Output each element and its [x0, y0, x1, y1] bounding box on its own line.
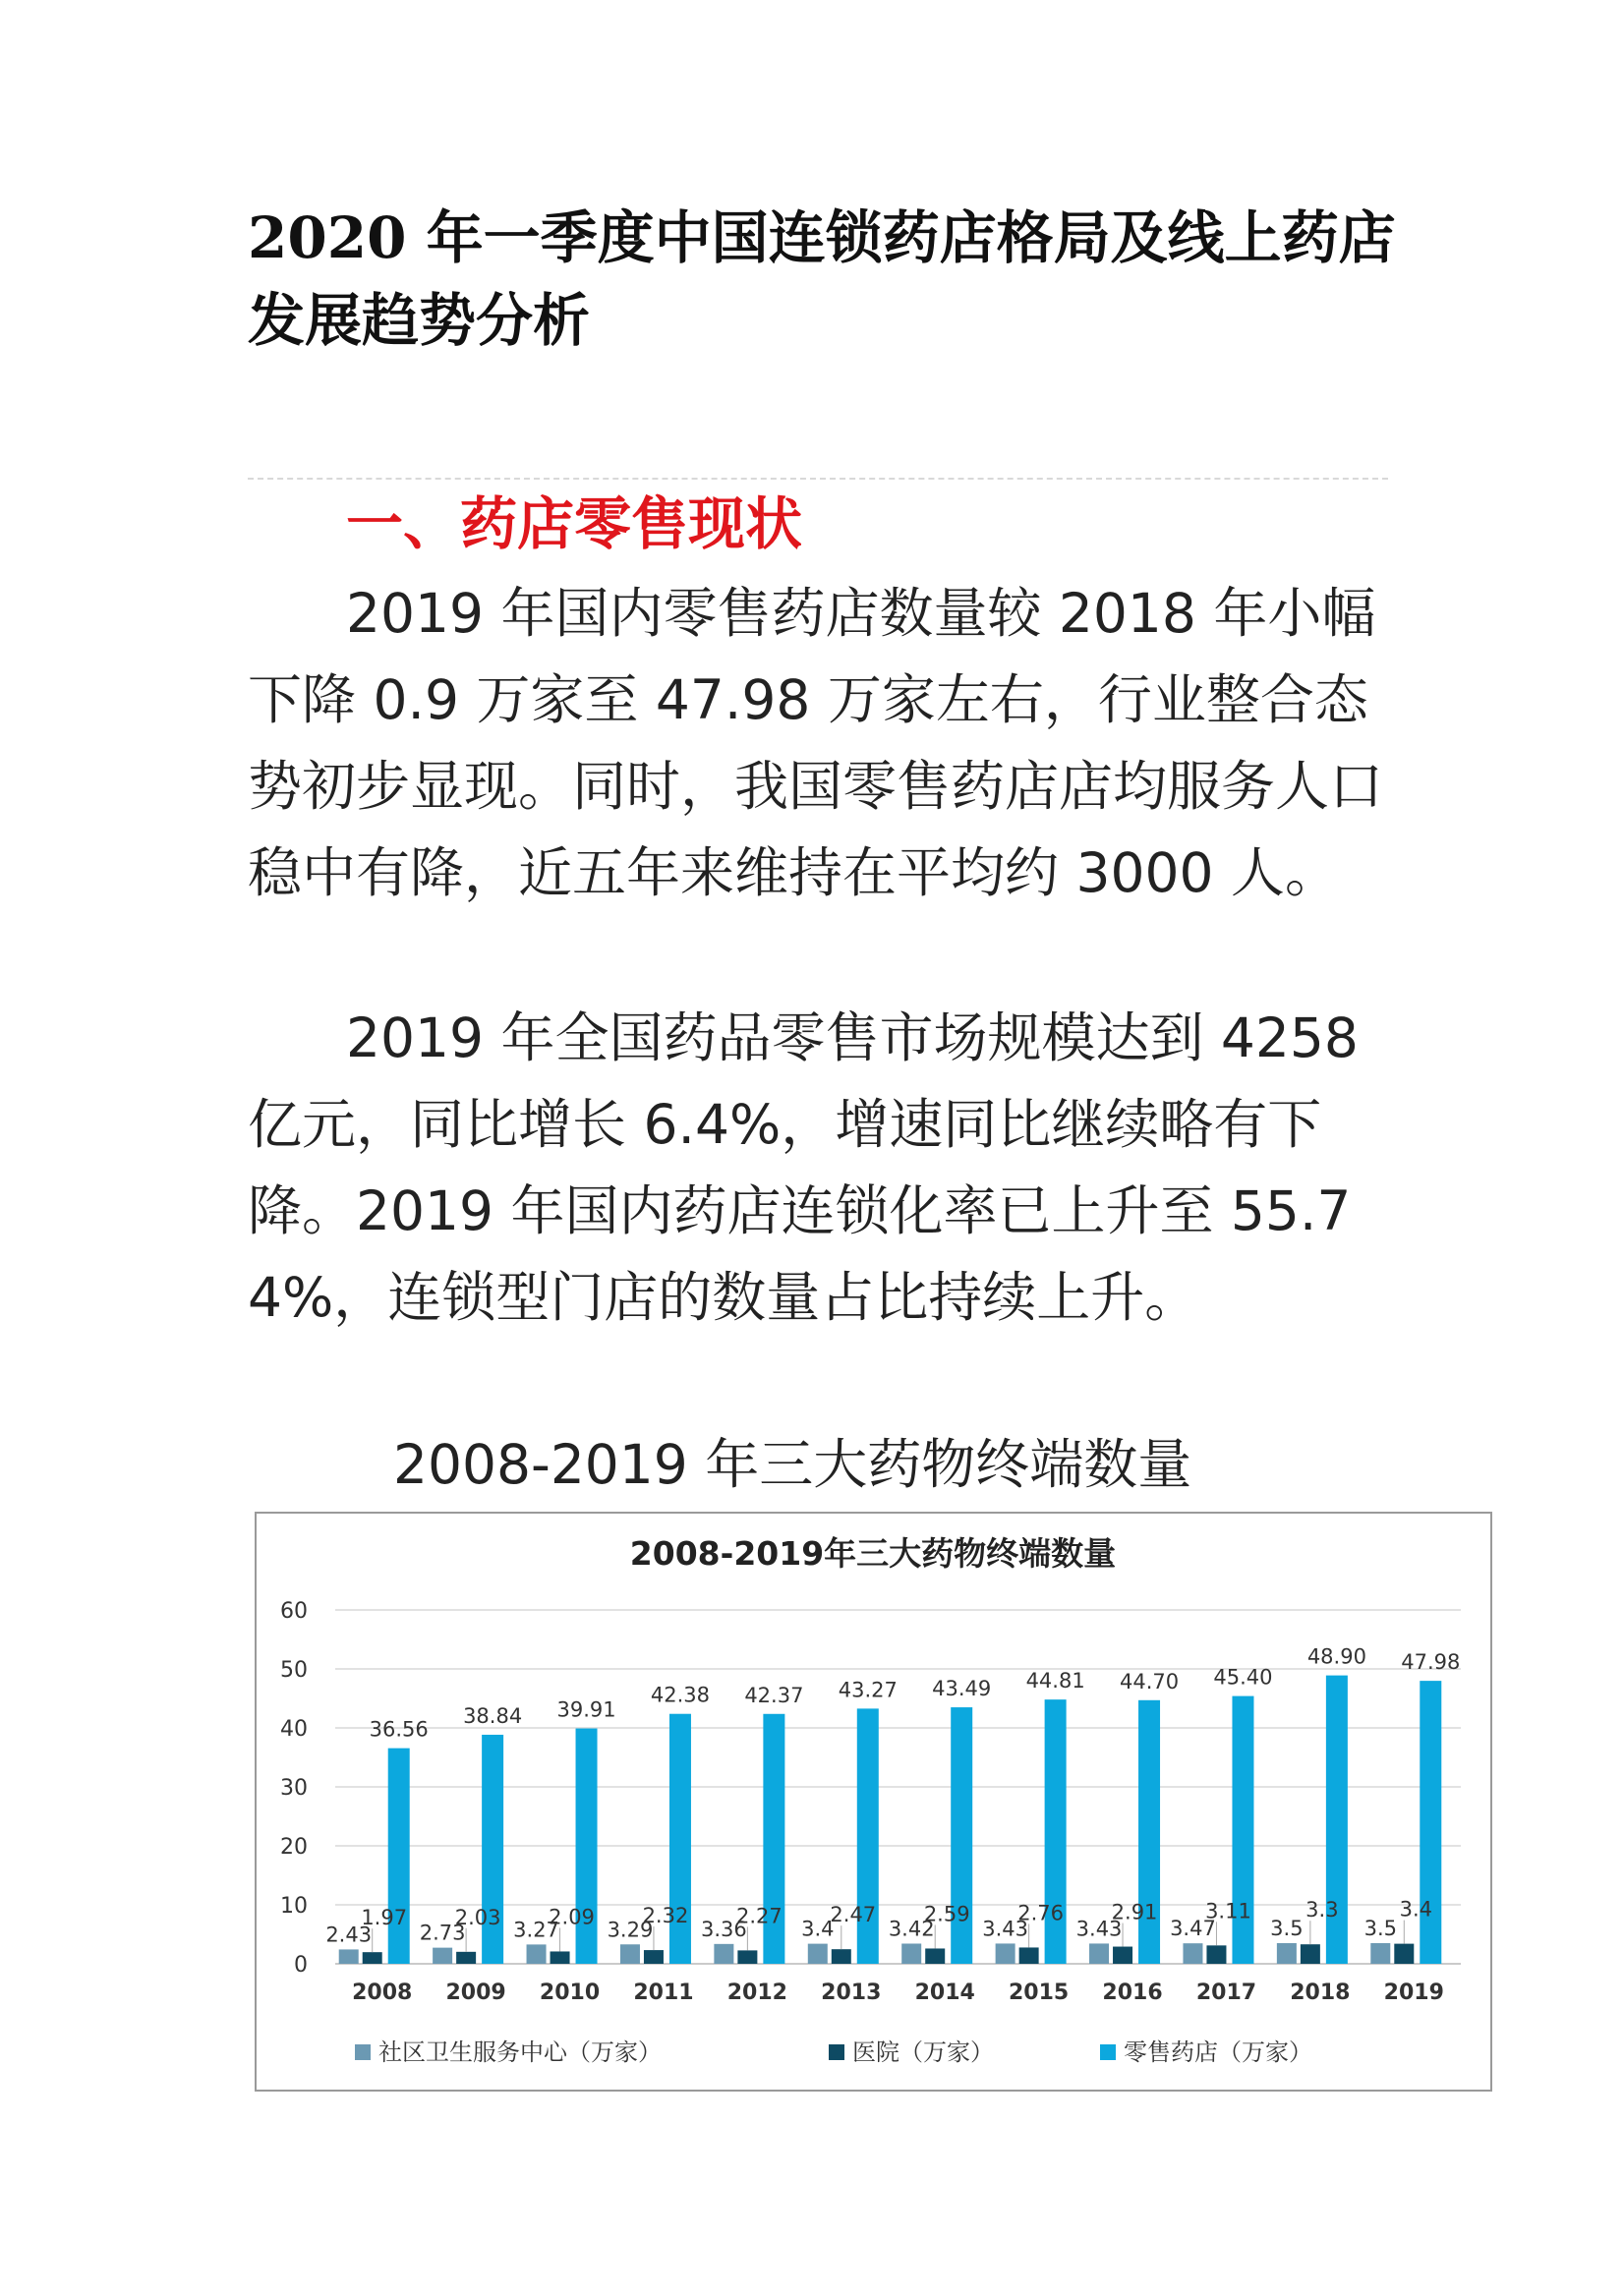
- section-divider: [248, 478, 1388, 480]
- data-label: 3.42: [888, 1917, 935, 1941]
- legend-swatch: [355, 2044, 371, 2060]
- x-tick-label: 2016: [1102, 1980, 1163, 2005]
- data-label: 2.03: [454, 1905, 501, 1929]
- bar-1: [808, 1944, 828, 1964]
- chart-container: [255, 1512, 1492, 2092]
- y-tick-label: 10: [280, 1894, 308, 1919]
- data-label: 3.4: [1399, 1897, 1432, 1922]
- y-tick-label: 20: [280, 1835, 308, 1860]
- data-label: 3.11: [1205, 1899, 1251, 1923]
- bar-1: [527, 1944, 547, 1964]
- bar-1: [433, 1948, 452, 1964]
- data-label: 3.29: [607, 1918, 654, 1942]
- paragraph-2: 2019 年全国药品零售市场规模达到 4258 亿元，同比增长 6.4%，增速同比继续略有下降。2019 年国内药店连锁化率已上升至 55.74%，连锁型门店的数量占比持续上升。: [248, 1006, 1359, 1329]
- data-label: 2.59: [923, 1902, 970, 1926]
- data-label: 42.37: [744, 1683, 804, 1707]
- x-tick-label: 2008: [352, 1980, 413, 2005]
- bar-3: [388, 1749, 410, 1964]
- data-label: 3.43: [1075, 1917, 1123, 1941]
- data-label: 3.36: [700, 1917, 747, 1941]
- data-label: 48.90: [1306, 1644, 1366, 1669]
- bar-2: [1019, 1947, 1039, 1964]
- data-label: 3.47: [1170, 1917, 1216, 1941]
- bar-2: [456, 1952, 476, 1964]
- bar-3: [1232, 1696, 1253, 1964]
- x-tick-label: 2012: [726, 1980, 787, 2005]
- bar-1: [1277, 1943, 1297, 1964]
- paragraph-1: 2019 年国内零售药店数量较 2018 年小幅下降 0.9 万家至 47.98 万家左右，行业整合态势初步显现。同时，我国零售药店店均服务人口稳中有降，近五年来维持在平均约 3000 人。: [248, 582, 1384, 904]
- data-label: 3.43: [982, 1917, 1029, 1941]
- data-label: 39.91: [556, 1697, 616, 1722]
- bar-2: [832, 1949, 851, 1964]
- chart-caption: 2008-2019 年三大药物终端数量: [393, 1433, 1192, 1496]
- data-label: 38.84: [463, 1703, 523, 1728]
- data-label: 44.70: [1119, 1669, 1180, 1693]
- section-heading: 一、药店零售现状: [346, 490, 803, 557]
- data-label: 3.5: [1363, 1917, 1397, 1940]
- legend-label: 零售药店（万家）: [1124, 2038, 1312, 2066]
- data-label: 1.97: [361, 1906, 408, 1930]
- bar-2: [644, 1950, 664, 1964]
- data-label: 3.4: [801, 1917, 835, 1941]
- x-tick-label: 2010: [539, 1980, 601, 2005]
- bar-2: [551, 1951, 570, 1964]
- y-tick-label: 60: [280, 1599, 308, 1624]
- data-label: 45.40: [1213, 1665, 1273, 1690]
- bar-1: [1370, 1943, 1390, 1964]
- data-label: 42.38: [650, 1683, 711, 1707]
- chart-title: 2008-2019年三大药物终端数量: [629, 1534, 1117, 1573]
- bar-3: [1420, 1681, 1441, 1964]
- legend-swatch: [829, 2044, 844, 2060]
- bar-1: [1089, 1943, 1109, 1964]
- x-tick-label: 2015: [1009, 1980, 1070, 2005]
- legend-label: 医院（万家）: [852, 2038, 994, 2066]
- bar-1: [901, 1943, 921, 1964]
- x-tick-label: 2019: [1383, 1980, 1444, 2005]
- data-label: 36.56: [369, 1717, 429, 1742]
- bar-3: [482, 1735, 503, 1964]
- data-label: 3.27: [513, 1918, 559, 1942]
- data-label: 2.76: [1017, 1901, 1065, 1925]
- data-label: 2.73: [419, 1921, 466, 1945]
- data-label: 2.32: [642, 1904, 689, 1928]
- data-label: 2.09: [549, 1905, 595, 1929]
- y-tick-label: 50: [280, 1658, 308, 1683]
- bar-1: [620, 1944, 640, 1964]
- data-label: 2.47: [830, 1903, 877, 1927]
- data-label: 47.98: [1401, 1650, 1461, 1675]
- bar-2: [1301, 1944, 1320, 1964]
- data-label: 3.5: [1270, 1917, 1304, 1940]
- data-label: 43.27: [838, 1678, 898, 1702]
- x-tick-label: 2017: [1195, 1980, 1257, 2005]
- bar-2: [1113, 1947, 1132, 1964]
- bar-1: [714, 1944, 733, 1964]
- y-tick-label: 30: [280, 1776, 308, 1801]
- legend-swatch: [1100, 2044, 1116, 2060]
- bar-2: [925, 1948, 945, 1964]
- data-label: 2.27: [735, 1904, 783, 1928]
- bar-3: [1138, 1700, 1160, 1964]
- legend-label: 社区卫生服务中心（万家）: [378, 2038, 662, 2066]
- bar-1: [996, 1943, 1015, 1964]
- bar-1: [1183, 1943, 1202, 1964]
- bar-2: [363, 1952, 382, 1964]
- bar-chart: [257, 1514, 1490, 2090]
- x-tick-label: 2013: [821, 1980, 882, 2005]
- data-label: 44.81: [1025, 1669, 1085, 1693]
- y-tick-label: 0: [294, 1953, 308, 1978]
- bar-1: [339, 1949, 359, 1964]
- y-tick-label: 40: [280, 1717, 308, 1742]
- x-tick-label: 2011: [633, 1980, 694, 2005]
- data-label: 2.91: [1111, 1900, 1158, 1924]
- bar-2: [737, 1950, 757, 1964]
- data-label: 3.3: [1305, 1898, 1339, 1923]
- x-tick-label: 2014: [914, 1980, 975, 2005]
- document-title: 2020 年一季度中国连锁药店格局及线上药店发展趋势分析: [248, 204, 1396, 354]
- x-tick-label: 2009: [445, 1980, 506, 2005]
- bar-2: [1394, 1944, 1414, 1964]
- x-tick-label: 2018: [1290, 1980, 1351, 2005]
- data-label: 2.43: [325, 1923, 373, 1947]
- bar-2: [1206, 1945, 1226, 1964]
- data-label: 43.49: [932, 1677, 992, 1701]
